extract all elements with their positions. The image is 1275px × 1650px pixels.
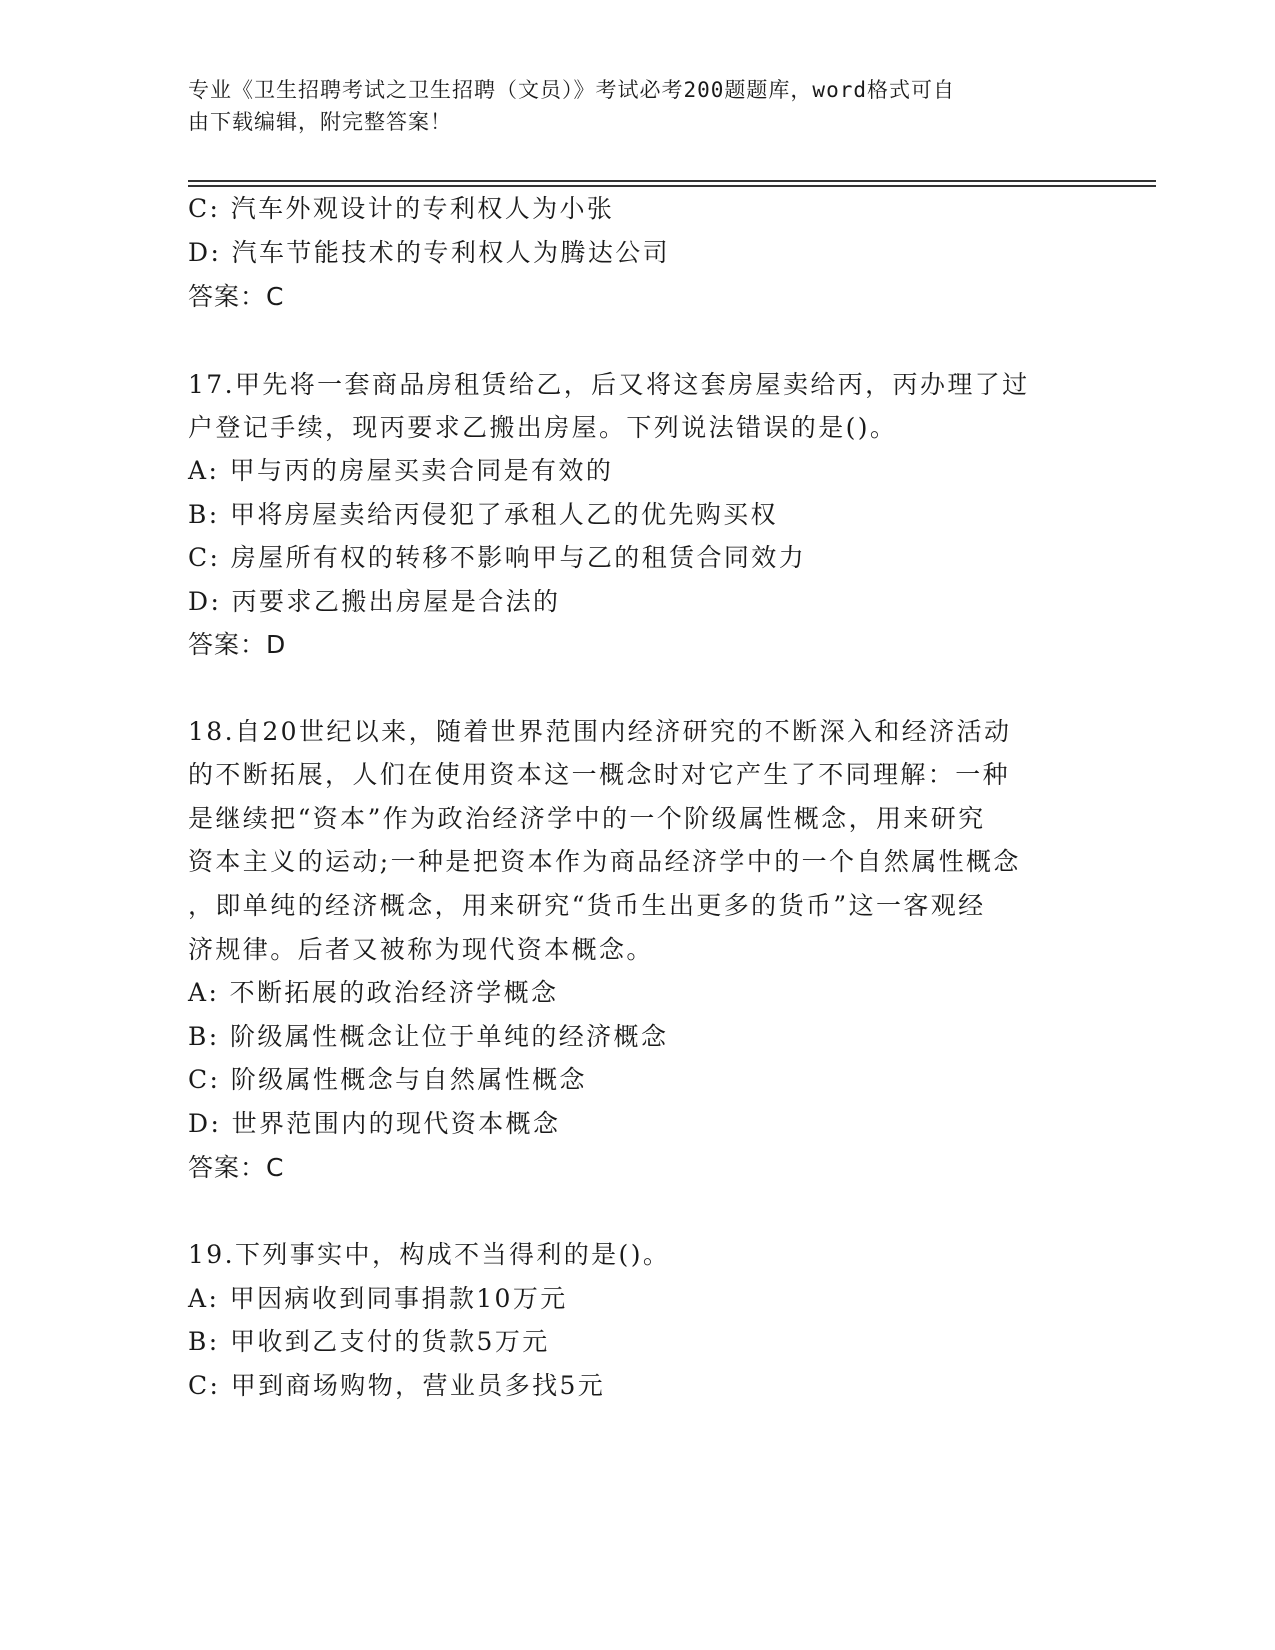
header-divider-bottom xyxy=(188,185,1156,187)
q18-answer: 答案：C xyxy=(188,1153,285,1182)
q18-stem-line-6: 济规律。后者又被称为现代资本概念。 xyxy=(188,935,654,964)
document-header xyxy=(188,74,1068,138)
q16-option-d: D: 汽车节能技术的专利权人为腾达公司 xyxy=(188,238,671,267)
q17-option-c: C: 房屋所有权的转移不影响甲与乙的租赁合同效力 xyxy=(188,543,807,572)
q19-option-c: C: 甲到商场购物，营业员多找5元 xyxy=(188,1371,606,1400)
q19-option-a: A: 甲因病收到同事捐款10万元 xyxy=(188,1284,568,1313)
header-line-2: 由下载编辑，附完整答案！ xyxy=(188,110,452,134)
header-divider-top xyxy=(188,180,1156,182)
q16-answer: 答案：C xyxy=(188,282,285,311)
q18-stem-line-2: 的不断拓展，人们在使用资本这一概念时对它产生了不同理解：一种 xyxy=(188,760,1011,789)
q18-stem-line-3: 是继续把“资本”作为政治经济学中的一个阶级属性概念，用来研究 xyxy=(188,804,986,833)
q17-option-a: A: 甲与丙的房屋买卖合同是有效的 xyxy=(188,456,614,485)
q16-option-c: C: 汽车外观设计的专利权人为小张 xyxy=(188,194,615,223)
q17-answer: 答案：D xyxy=(188,630,287,659)
q18-stem-line-4: 资本主义的运动;一种是把资本作为商品经济学中的一个自然属性概念 xyxy=(188,847,1021,876)
q18-stem-line-1: 18.自20世纪以来，随着世界范围内经济研究的不断深入和经济活动 xyxy=(188,717,1012,746)
q17-option-d: D: 丙要求乙搬出房屋是合法的 xyxy=(188,587,561,616)
q19-option-b: B: 甲收到乙支付的货款5万元 xyxy=(188,1327,550,1356)
header-line-1: 专业《卫生招聘考试之卫生招聘（文员）》考试必考200题题库，word格式可自 xyxy=(188,78,955,102)
q17-stem-line-1: 17.甲先将一套商品房租赁给乙，后又将这套房屋卖给丙，丙办理了过 xyxy=(188,370,1030,399)
q18-option-d: D: 世界范围内的现代资本概念 xyxy=(188,1109,561,1138)
q18-option-c: C: 阶级属性概念与自然属性概念 xyxy=(188,1065,587,1094)
q19-stem-line-1: 19.下列事实中，构成不当得利的是()。 xyxy=(188,1240,671,1269)
q18-stem-line-5: ，即单纯的经济概念，用来研究“货币生出更多的货币”这一客观经 xyxy=(188,891,986,920)
q17-stem-line-2: 户登记手续，现丙要求乙搬出房屋。下列说法错误的是()。 xyxy=(188,413,898,442)
q18-option-a: A: 不断拓展的政治经济学概念 xyxy=(188,978,559,1007)
q17-option-b: B: 甲将房屋卖给丙侵犯了承租人乙的优先购买权 xyxy=(188,500,778,529)
q18-option-b: B: 阶级属性概念让位于单纯的经济概念 xyxy=(188,1022,669,1051)
